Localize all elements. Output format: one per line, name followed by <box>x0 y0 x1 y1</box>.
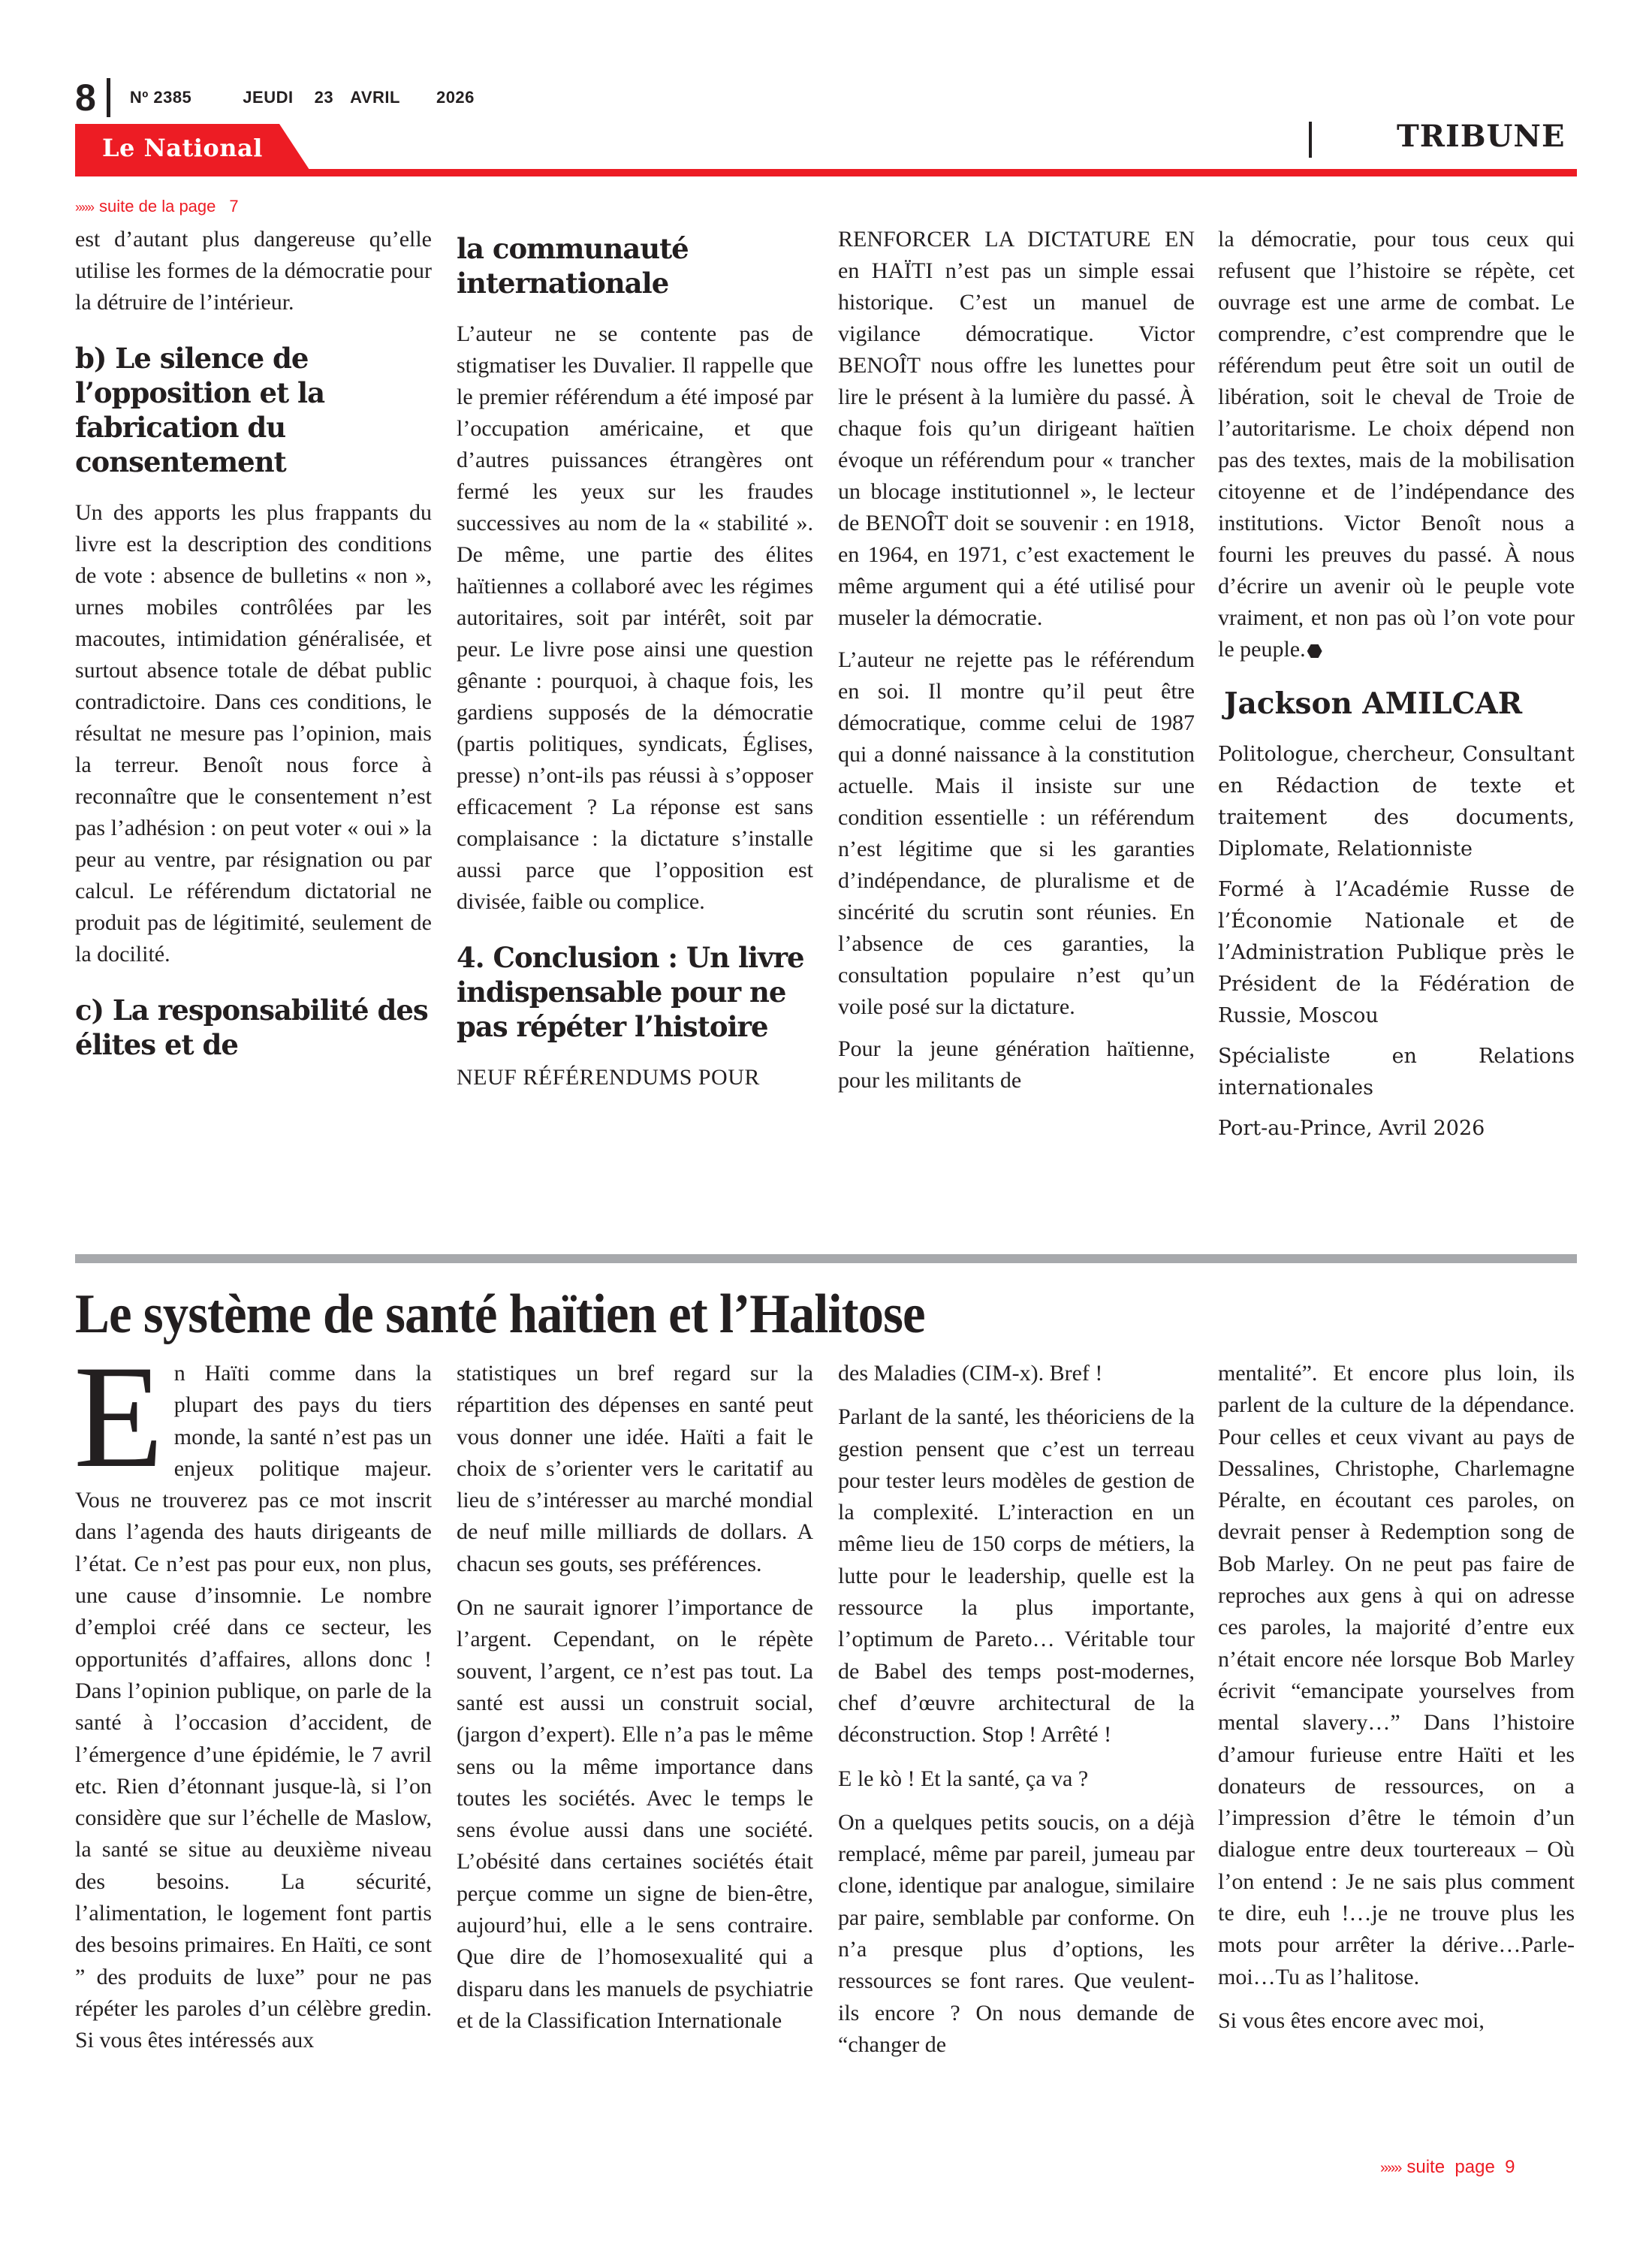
bio-line: Formé à l’Académie Russe de l’Économie Nationale et de l’Administration Publique près le Président de la Fédération de Russie, Moscou <box>1218 878 1575 1027</box>
issue-header <box>75 75 475 120</box>
subheading-c-continued: la communauté internationale <box>457 232 689 300</box>
issue-month: AVRIL <box>350 88 400 107</box>
continued-from-link[interactable] <box>75 197 239 216</box>
paragraph: Parlant de la santé, les théoriciens de la gestion pensent que c’est un terreau pour tester leurs modèles de gestion de la complexité. L’interaction en un même lieu de 150 corps de métiers, la lutte pour le leadership, quelle est la ressource la plus importante, l’optimum de Pareto… Véritable tour de Babel des temps post-modernes, chef d’œuvre architectural de la déconstruction. Stop ! Arrêté ! <box>838 1404 1195 1748</box>
top-article-column-1 <box>75 224 432 1080</box>
top-article-column-3 <box>838 224 1195 1107</box>
paragraph: RENFORCER LA DICTATURE EN en HAÏTI n’est pas un simple essai historique. C’est un manuel de vigilance démocratique. Victor BENOÎT nous offre les lunettes pour lire le présent à la lumière du passé. À chaque fois qu’un dirigeant haïtien évoque un référendum pour « trancher un blocage institutionnel », le lecteur de BENOÎT doit se souvenir : en 1918, en 1964, en 1971, c’est exactement le même argument qui a été utilisé pour museler la démocratie. <box>838 227 1195 630</box>
paragraph: E le kò ! Et la santé, ça va ? <box>838 1766 1089 1791</box>
section-divider <box>1309 122 1312 158</box>
end-mark-icon <box>1307 644 1322 658</box>
brand-logo: Le National <box>102 134 263 162</box>
subheading-conclusion: 4. Conclusion : Un livre indispensable pour ne pas répéter l’histoire <box>457 941 804 1043</box>
bio-line: Port-au-Prince, Avril 2026 <box>1218 1117 1485 1140</box>
paragraph: est d’autant plus dangereuse qu’elle utilise les formes de la démocratie pour la détruire de l’intérieur. <box>75 227 432 315</box>
top-article-column-4 <box>1218 224 1575 1154</box>
paragraph: L’auteur ne rejette pas le référendum en soi. Il montre qu’il peut être démocratique, comme celui de 1987 qui a donné naissance à la constitution actuelle. Mais il insiste sur une condition essentielle : un référendum n’est légitime que si les garanties d’indépendance, de pluralisme et de sincérité du scrutin sont réunies. En l’absence de ces garanties, la consultation populaire n’est qu’un voile posé sur la dictature. <box>838 647 1195 1019</box>
arrows-icon: »»» <box>1380 2160 1401 2176</box>
subheading-b: b) Le silence de l’opposition et la fabrication du consentement <box>75 342 325 478</box>
paragraph: On ne saurait ignorer l’importance de l’argent. Cependant, on le répète souvent, l’argent, ce n’est pas tout. La santé est aussi un construit social, (jargon d’expert). Elle n’a pas le même sens ou la même importance dans toutes les sociétés. Avec le temps le sens évolue aussi dans une société. L’obésité dans certaines sociétés était perçue comme un signe de bien-être, aujourd’hui, elle a le sens contraire. Que dire de l’homosexualité qui a disparu dans les manuels de psychiatrie et de la Classification Internationale <box>457 1595 813 2033</box>
issue-number: Nº 2385 <box>129 88 192 107</box>
drop-cap: E <box>74 1335 164 1498</box>
author-bio <box>1218 739 1575 1145</box>
paragraph: statistiques un bref regard sur la répartition des dépenses en santé peut vous donner une idée. Haïti a fait le choix de s’orienter vers le caritatif au lieu de s’intéresser au marché mondial de neuf mille milliards de dollars. A chacun ses gouts, ses préférences. <box>457 1361 813 1576</box>
continued-from-label: suite de la page <box>99 197 216 216</box>
header-divider <box>107 78 110 117</box>
paragraph: Un des apports les plus frappants du livre est la description des conditions de vote : absence de bulletins « non », urnes mobiles contrôlées par les macoutes, intimidation généralisée, et surtout absence totale de débat public contradictoire. Dans ces conditions, le résultat ne mesure pas l’opinion, mais la terreur. Benoît nous force à reconnaître que le consentement n’est pas l’adhésion : on peut voter « oui » la peur au ventre, par résignation ou par calcul. Le référendum dictatorial ne produit pas de légitimité, seulement de la docilité. <box>75 500 432 967</box>
continued-from-page: 7 <box>229 197 239 216</box>
paragraph: des Maladies (CIM-x). Bref ! <box>838 1361 1103 1386</box>
top-article-column-2 <box>457 231 813 1104</box>
article-headline: Le système de santé haïtien et l’Halitose <box>75 1283 925 1345</box>
bio-line: Spécialiste en Relations internationales <box>1218 1045 1575 1099</box>
paragraph <box>1218 224 1575 665</box>
bottom-article-column-3 <box>838 1358 1195 2073</box>
paragraph: Si vous êtes encore avec moi, <box>1218 2007 1485 2033</box>
continued-on-label: suite page 9 <box>1406 2157 1515 2177</box>
article-divider <box>75 1254 1577 1263</box>
issue-day: JEUDI <box>243 88 294 107</box>
paragraph: On a quelques petits soucis, on a déjà remplacé, même par pareil, jumeau par clone, identique par analogue, similaire par paire, semblable par conforme. On n’a presque plus d’options, les ressources se font rares. Que veulent-ils encore ? On nous demande de “changer de <box>838 1809 1195 2057</box>
closing-text: la démocratie, pour tous ceux qui refusent que l’histoire se répète, cet ouvrage est une arme de combat. Le comprendre, c’est comprendre que le référendum peut être soit un outil de libération, soit le cheval de Troie de l’autoritarisme. Le choix dépend non pas des textes, mais de la mobilisation citoyenne et de l’indépendance des institutions. Victor Benoît nous a fourni les preuves du passé. À nous d’écrire un avenir où le peuple vote vraiment, et non pas où l’on vote pour le peuple. <box>1218 227 1575 662</box>
arrows-icon: »»» <box>75 200 94 215</box>
bottom-article-column-1 <box>74 1335 432 2069</box>
section-title: TRIBUNE <box>1397 119 1566 154</box>
paragraph: Pour la jeune génération haïtienne, pour les militants de <box>838 1036 1195 1093</box>
paragraph: NEUF RÉFÉRENDUMS POUR <box>457 1065 760 1090</box>
page-number: 8 <box>75 77 96 119</box>
bottom-article-column-2 <box>457 1358 813 2049</box>
paragraph: n Haïti comme dans la plupart des pays du tiers monde, la santé n’est pas un enjeux politique majeur. Vous ne trouverez pas ce mot inscrit dans l’agenda des hauts dirigeants de l’état. Ce n’est pas pour eux, non plus, une cause d’insomnie. Le nombre d’emploi créé dans ce secteur, les opportunités d’affaires, allons donc ! Dans l’opinion publique, on parle de la santé à l’occasion d’accident, de l’émergence d’une épidémie, le 7 avril etc. Rien d’étonnant jusque-là, si l’on considère que sur l’échelle de Maslow, la santé se situe au deuxième niveau des besoins. La sécurité, l’alimentation, le logement font partis des besoins primaires. En Haïti, ce sont ” des produits de luxe” pour ne pas répéter les paroles d’un célèbre gredin. Si vous êtes intéressés aux <box>75 1361 432 2053</box>
paragraph: L’auteur ne se contente pas de stigmatiser les Duvalier. Il rappelle que le premier référendum a été imposé par l’occupation américaine, et que d’autres puissances étrangères ont fermé les yeux sur les fraudes successives au nom de la « stabilité ». De même, une partie des élites haïtiennes a collaboré avec les régimes autoritaires, soit par intérêt, soit par peur. Le livre pose ainsi une question gênante : pourquoi, à chaque fois, les gardiens supposés de la démocratie (partis politiques, syndicats, Églises, presse) n’ont-ils pas réussi à s’opposer efficacement ? La réponse est sans complaisance : la dictature s’installe aussi parce que l’opposition est divisée, faible ou complice. <box>457 321 813 914</box>
issue-date: 23 <box>314 88 334 107</box>
issue-year: 2026 <box>436 88 475 107</box>
continued-on-link[interactable] <box>1380 2157 1515 2178</box>
bio-line: Politologue, chercheur, Consultant en Rédaction de texte et traitement des documents, Diplomate, Relationniste <box>1218 743 1575 861</box>
subheading-c: c) La responsabilité des élites et de <box>75 994 428 1061</box>
author-name: Jackson AMILCAR <box>1224 686 1523 721</box>
paragraph: mentalité”. Et encore plus loin, ils parlent de la culture de la dépendance. Pour celles et ceux vivant au pays de Dessalines, Christophe, Charlemagne Péralte, en écoutant ces paroles, on devrait penser à Redemption song de Bob Marley. On ne peut pas faire de reproches aux gens à qui on adresse ces paroles, la majorité d’entre eux n’était encore née lorsque Bob Marley écrivit “emancipate yourselves from mental slavery…” Dans l’histoire d’amour furieuse entre Haïti et les donateurs de ressources, on a l’impression d’être le témoin d’un dialogue entre deux tourtereaux – Où l’on entend : Je ne sais plus comment te dire, euh !…je ne trouve plus les mots pour arrêter la dérive…Parle-moi…Tu as l’halitose. <box>1218 1361 1575 1989</box>
bottom-article-column-4 <box>1218 1358 1575 2049</box>
